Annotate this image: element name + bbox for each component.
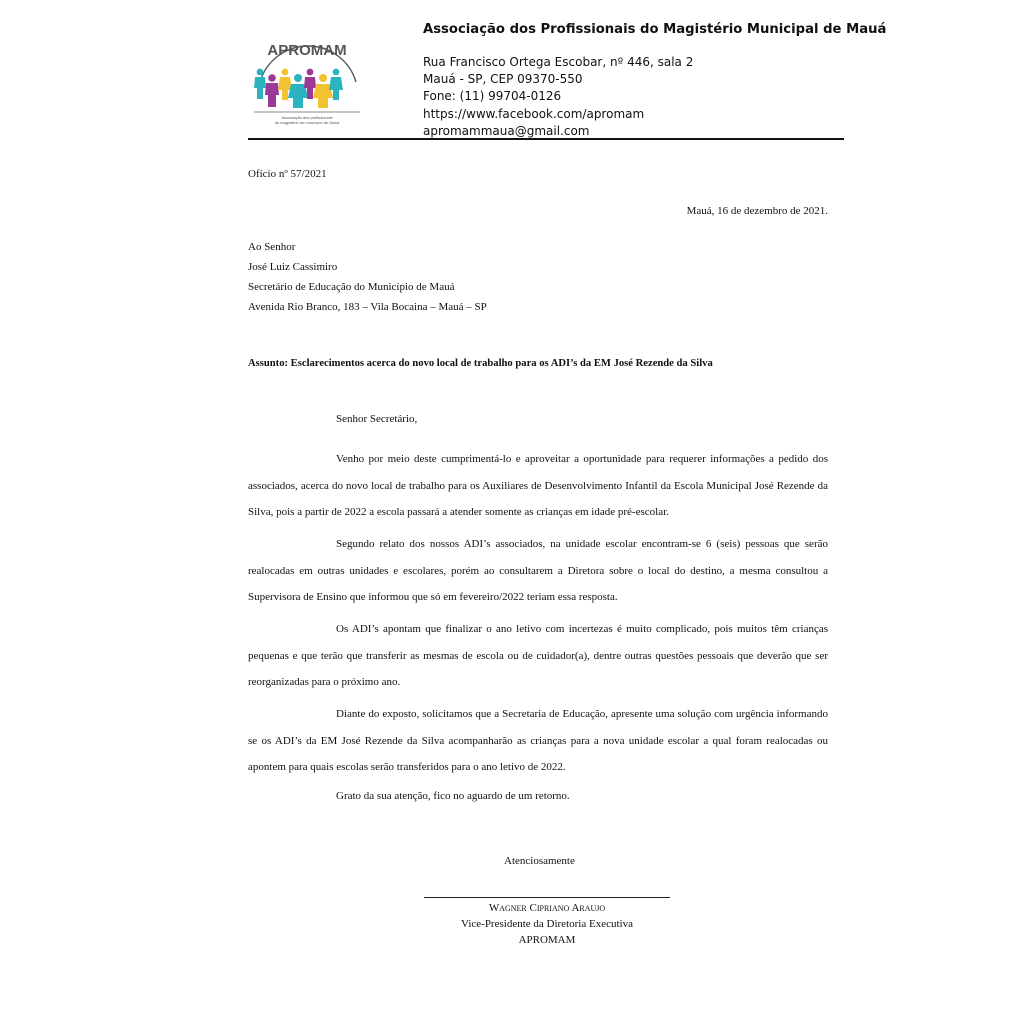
- figure-purple-1: [265, 74, 279, 107]
- facebook-link[interactable]: https://www.facebook.com/apromam: [423, 106, 645, 121]
- phone-number: Fone: (11) 99704-0126: [423, 89, 562, 104]
- logo-caption-line1: Associação dos profissionais: [281, 115, 333, 120]
- recipient-address: Avenida Rio Branco, 183 – Vila Bocaina – Mauá – SP: [248, 301, 487, 313]
- letter-subject: Assunto: Esclarecimentos acerca do novo local de trabalho para os ADI’s da EM José Rezende da Silva: [248, 358, 713, 369]
- letter-reference: Ofício nº 57/2021: [248, 168, 327, 180]
- header-divider: [248, 138, 844, 140]
- recipient-name: José Luiz Cassimiro: [248, 261, 338, 273]
- body-paragraph: Diante do exposto, solicitamos que a Secretaria de Educação, apresente uma solução com urgência informando se os ADI’s da EM José Rezende da Silva acompanharão as crianças para a nova unidade escolar a qual foram realocadas ou apontem para quais escolas serão transferidos para o ano letivo de 2022.: [248, 708, 828, 773]
- recipient-block: [248, 237, 487, 317]
- recipient-line-1: Ao Senhor: [248, 241, 296, 253]
- signatory-name: Wagner Cipriano Araujo: [488, 902, 606, 914]
- sign-off: Atenciosamente: [504, 855, 575, 867]
- recipient-title: Secretário de Educação do Município de Mauá: [248, 281, 455, 293]
- figure-yellow-2: [313, 74, 333, 108]
- signature-block: [424, 900, 670, 948]
- signature-line: [424, 897, 670, 898]
- organization-name: Associação dos Profissionais do Magistério Municipal de Mauá: [423, 22, 887, 37]
- closing-sentence: Grato da sua atenção, fico no aguardo de um retorno.: [336, 790, 570, 802]
- body-paragraph: Venho por meio deste cumprimentá-lo e aproveitar a oportunidade para requerer informações a pedido dos associados, acerca do novo local de trabalho para os Auxiliares de Desenvolvimento Infantil da Escola Municipal José Rezende da Silva, pois a partir de 2022 a escola passará a atender somente as crianças em idade pré-escolar.: [248, 453, 828, 518]
- signatory-title: Vice-Presidente da Diretoria Executiva: [461, 918, 633, 930]
- logo-caption-line2: do magistério do município de Mauá: [274, 120, 340, 125]
- salutation: Senhor Secretário,: [336, 413, 418, 425]
- email-link[interactable]: apromammaua@gmail.com: [423, 123, 590, 138]
- organization-contact: [423, 54, 693, 140]
- address-line-1: Rua Francisco Ortega Escobar, nº 446, sala 2: [423, 55, 694, 69]
- address-line-2: Mauá - SP, CEP 09370-550: [423, 72, 583, 87]
- letter-date: Mauá, 16 de dezembro de 2021.: [686, 205, 828, 217]
- logo-text: APROMAM: [267, 42, 347, 59]
- people-figures-icon: [254, 69, 343, 108]
- apromam-logo: [248, 20, 366, 132]
- body-paragraph: Os ADI’s apontam que finalizar o ano letivo com incertezas é muito complicado, pois muitos têm crianças pequenas e que terão que transferir as mesmas de escola ou de cuidador(a), dentre outras questões pessoais que deverão que ser reorganizadas para o próximo ano.: [248, 623, 828, 688]
- body-paragraph: Segundo relato dos nossos ADI’s associados, na unidade escolar encontram-se 6 (seis) pessoas que serão realocadas em outras unidades e escolares, porém ao consultarem a Diretora sobre o local do destino, a mesma consultou a Supervisora de Ensino que informou que só em fevereiro/2022 teriam essa resposta.: [248, 538, 828, 603]
- signatory-organization: APROMAM: [518, 934, 576, 946]
